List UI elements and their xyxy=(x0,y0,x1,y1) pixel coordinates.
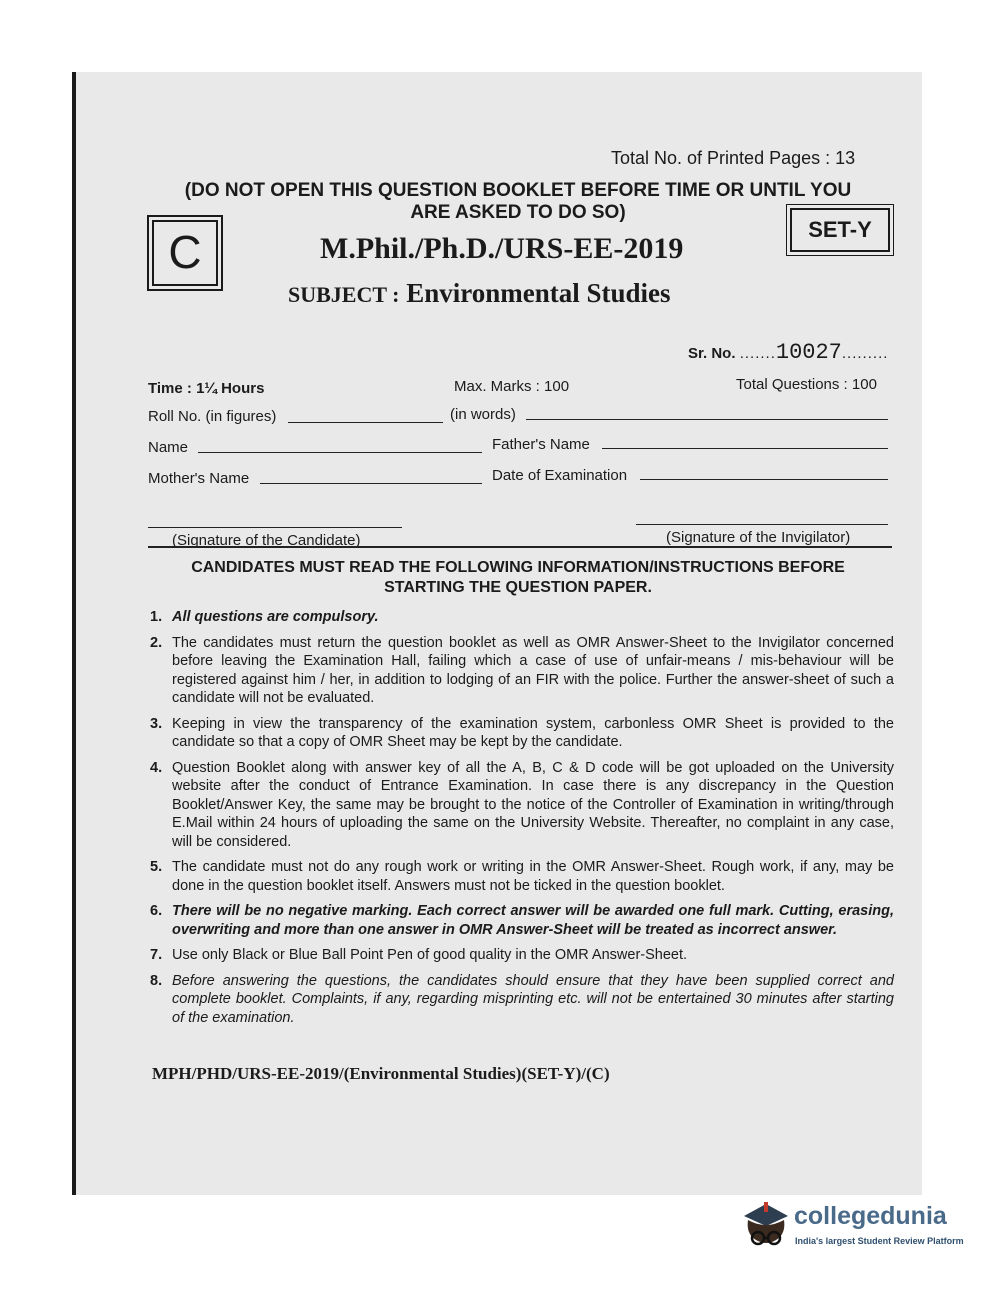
scanned-page xyxy=(72,72,922,1195)
mother-name-line[interactable] xyxy=(260,483,482,484)
candidate-signature-line[interactable] xyxy=(148,527,402,528)
instructions-list xyxy=(150,608,894,1034)
instruction-item: 6. There will be no negative marking. Each correct answer will be awarded one full mark. Cutting, erasing, overwriting and more than one answer in OMR Answer-Sheet will be treated as incorrect answer. xyxy=(150,903,894,938)
exam-title: M.Phil./Ph.D./URS-EE-2019 xyxy=(320,232,684,265)
roll-words-line[interactable] xyxy=(526,419,888,420)
roll-words-label: (in words) xyxy=(450,406,516,423)
total-printed-pages: Total No. of Printed Pages : 13 xyxy=(611,148,856,168)
candidate-signature-caption: (Signature of the Candidate) xyxy=(172,532,361,549)
serial-label: Sr. No. xyxy=(688,345,736,362)
roll-figures-line[interactable] xyxy=(288,422,443,423)
serial-value: 10027 xyxy=(775,340,842,365)
instruction-item: 1. All questions are compulsory. xyxy=(150,609,379,625)
total-questions: Total Questions : 100 xyxy=(736,376,877,393)
warning-line-1: (DO NOT OPEN THIS QUESTION BOOKLET BEFORE TIME OR UNTIL YOU xyxy=(184,180,852,201)
set-box: SET-Y xyxy=(790,208,890,252)
instruction-item: 8. Before answering the questions, the candidates should ensure that they have been supplied correct and complete booklet. Complaints, if any, regarding misprinting etc. will not be entertained 30 minutes after starting of the examination. xyxy=(150,972,894,1026)
do-not-open-warning xyxy=(148,180,888,224)
instructions-heading xyxy=(148,558,888,598)
logo-tagline: India's largest Student Review Platform xyxy=(795,1236,964,1246)
date-exam-label: Date of Examination xyxy=(492,467,628,484)
divider-rule xyxy=(148,546,892,548)
instruction-item: 5. The candidate must not do any rough work or writing in the OMR Answer-Sheet. Rough work, if any, may be done in the question booklet itself. Answers must not be ticked in the question booklet. xyxy=(150,859,894,894)
subject-line xyxy=(288,278,671,309)
instructions-heading-line-2: STARTING THE QUESTION PAPER. xyxy=(384,579,652,596)
booklet-code-box: C xyxy=(152,220,218,286)
warning-line-2: ARE ASKED TO DO SO) xyxy=(410,202,626,223)
subject-value: Environmental Studies xyxy=(406,278,671,308)
mother-name-label: Mother's Name xyxy=(148,470,250,487)
collegedunia-logo[interactable] xyxy=(738,1196,968,1258)
logo-name: collegedunia xyxy=(794,1202,947,1230)
name-line[interactable] xyxy=(198,452,482,453)
father-name-label: Father's Name xyxy=(492,436,590,453)
instruction-item: 3. Keeping in view the transparency of the examination system, carbonless OMR Sheet is provided to the candidate so that a copy of OMR Sheet may be kept by the candidate. xyxy=(150,715,894,750)
paper-code-footer: MPH/PHD/URS-EE-2019/(Environmental Studies)(SET-Y)/(C) xyxy=(152,1064,610,1083)
invigilator-signature-line[interactable] xyxy=(636,524,888,525)
date-exam-line[interactable] xyxy=(640,479,888,480)
instruction-item: 2. The candidates must return the question booklet as well as OMR Answer-Sheet to the Invigilator concerned before leaving the Examination Hall, failing which a case of use of unfair-means / mis-behaviour will be registered against him / her, in addition to lodging of an FIR with the police. Further the answer-sheet of such a candidate will not be evaluated. xyxy=(150,634,894,706)
father-name-line[interactable] xyxy=(602,448,888,449)
instruction-item: 4. Question Booklet along with answer key of all the A, B, C & D code will be got uploaded on the University website after the conduct of Entrance Examination. In case there is any discrepancy in the Question Booklet/Answer Key, the same may be brought to the notice of the Controller of Examination in writing/through E.Mail within 24 hours of uploading the same on the University Website. Thereafter, no complaint in any case, will be considered. xyxy=(150,759,894,850)
mascot-icon xyxy=(738,1196,792,1254)
roll-figures-label: Roll No. (in figures) xyxy=(148,408,277,425)
invigilator-signature-caption: (Signature of the Invigilator) xyxy=(666,529,851,546)
max-marks: Max. Marks : 100 xyxy=(454,378,570,395)
instruction-item: 7. Use only Black or Blue Ball Point Pen of good quality in the OMR Answer-Sheet. xyxy=(150,947,688,963)
instructions-heading-line-1: CANDIDATES MUST READ THE FOLLOWING INFORMATION/INSTRUCTIONS BEFORE xyxy=(191,559,845,576)
subject-label: SUBJECT : xyxy=(288,282,400,307)
serial-number: Sr. No. .......10027......... xyxy=(688,340,889,365)
name-label: Name xyxy=(148,439,189,456)
time-info: Time : 1¼ Hours xyxy=(148,380,265,397)
